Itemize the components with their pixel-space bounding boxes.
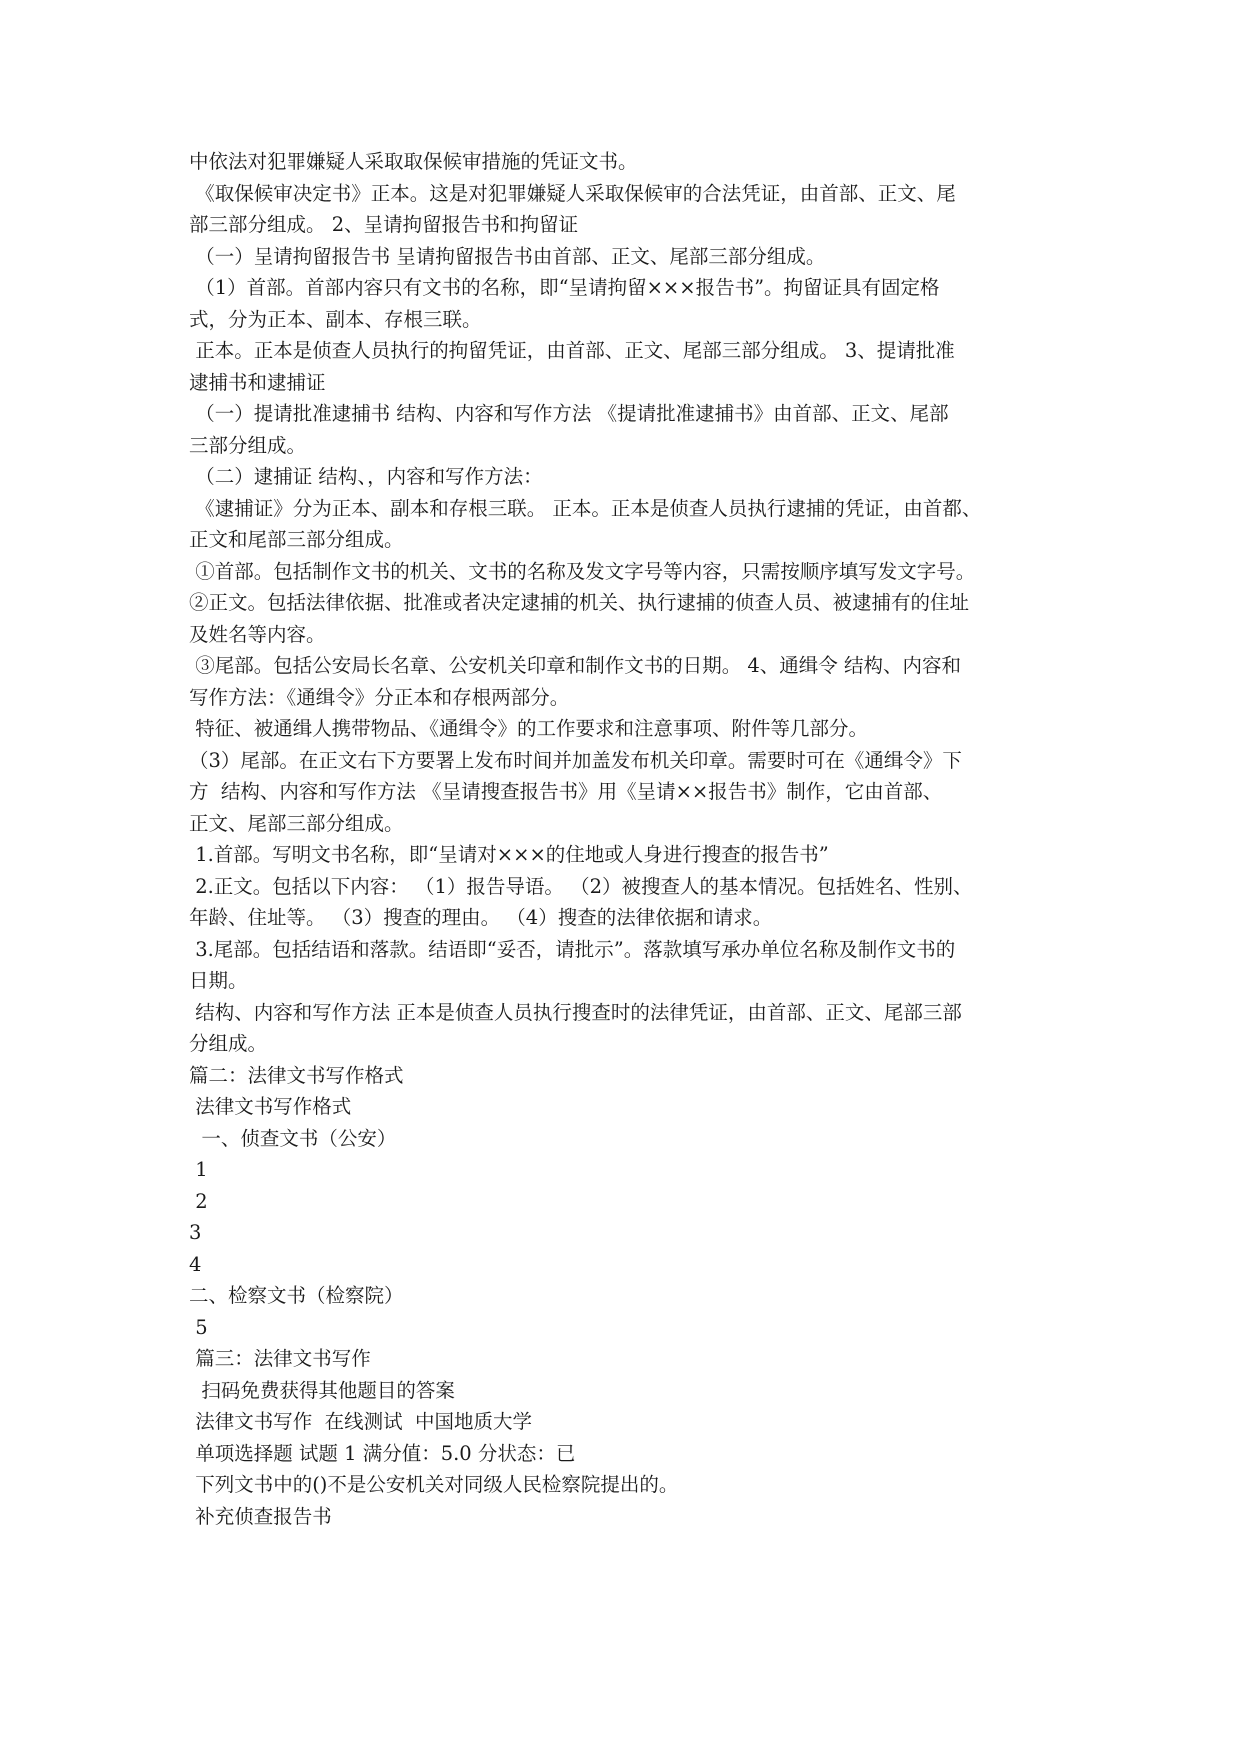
document-body bbox=[189, 146, 1059, 1532]
text-line: （1）首部。首部内容只有文书的名称，即“呈请拘留×××报告书”。拘留证具有固定格 bbox=[189, 276, 940, 299]
subsection-heading: 二、检察文书（检察院） bbox=[189, 1284, 404, 1307]
text-line: 三部分组成。 bbox=[189, 433, 307, 457]
text-line: 及姓名等内容。 bbox=[189, 622, 326, 646]
list-number: 2 bbox=[189, 1189, 208, 1213]
text-line: 日期。 bbox=[189, 969, 248, 992]
text-line: 《取保候审决定书》正本。这是对犯罪嫌疑人采取保候审的合法凭证，由首部、正文、尾 bbox=[189, 181, 956, 205]
text-line: 中依法对犯罪嫌疑人采取取保候审措施的凭证文书。 bbox=[189, 150, 638, 173]
text-line: 式，分为正本、副本、存根三联。 bbox=[189, 307, 482, 331]
document-title: 法律文书写作格式 bbox=[189, 1095, 352, 1118]
text-line: 扫码免费获得其他题目的答案 bbox=[189, 1378, 455, 1402]
section-heading: 篇三：法律文书写作 bbox=[189, 1347, 371, 1370]
section-heading: 篇二：法律文书写作格式 bbox=[189, 1063, 404, 1087]
text-line: 逮捕书和逮捕证 bbox=[189, 370, 326, 394]
subsection-heading: 一、侦查文书（公安） bbox=[189, 1126, 397, 1150]
text-line: （一）提请批准逮捕书 结构、内容和写作方法 《提请批准逮捕书》由首部、正文、尾部 bbox=[189, 402, 949, 425]
question-text: 下列文书中的()不是公安机关对同级人民检察院提出的。 bbox=[189, 1473, 679, 1496]
text-line: 部三部分组成。 2、呈请拘留报告书和拘留证 bbox=[189, 213, 579, 236]
text-line: （一）呈请拘留报告书 呈请拘留报告书由首部、正文、尾部三部分组成。 bbox=[189, 244, 826, 268]
text-line: 正文和尾部三部分组成。 bbox=[189, 528, 404, 551]
answer-option: 补充侦查报告书 bbox=[189, 1504, 332, 1528]
list-number: 5 bbox=[189, 1315, 208, 1339]
text-line: ③尾部。包括公安局长名章、公安机关印章和制作文书的日期。 4、通缉令 结构、内容和 bbox=[189, 654, 962, 677]
text-line: ②正文。包括法律依据、批准或者决定逮捕的机关、执行逮捕的侦查人员、被逮捕有的住址 bbox=[189, 591, 970, 614]
list-number: 1 bbox=[189, 1158, 208, 1181]
text-line: 2.正文。包括以下内容： （1）报告导语。 （2）被搜查人的基本情况。包括姓名、性别、 bbox=[189, 874, 973, 898]
text-line: 正本。正本是侦查人员执行的拘留凭证，由首部、正文、尾部三部分组成。 3、提请批准 bbox=[189, 339, 955, 362]
text-line: 写作方法：《通缉令》分正本和存根两部分。 bbox=[189, 685, 570, 709]
text-line: 法律文书写作 在线测试 中国地质大学 bbox=[189, 1410, 532, 1433]
text-line: 正文、尾部三部分组成。 bbox=[189, 811, 404, 835]
text-line: ①首部。包括制作文书的机关、文书的名称及发文字号等内容，只需按顺序填写发文字号。 bbox=[189, 559, 976, 583]
list-number: 4 bbox=[189, 1252, 202, 1276]
text-line: （3）尾部。在正文右下方要署上发布时间并加盖发布机关印章。需要时可在《通缉令》下 bbox=[189, 748, 962, 772]
text-line: 年龄、住址等。 （3）搜查的理由。 （4）搜查的法律依据和请求。 bbox=[189, 906, 773, 929]
text-line: （二）逮捕证 结构、，内容和写作方法： bbox=[189, 465, 543, 488]
text-line: 3.尾部。包括结语和落款。结语即“妥否，请批示”。落款填写承办单位名称及制作文书的 bbox=[189, 937, 956, 961]
text-line: 结构、内容和写作方法 正本是侦查人员执行搜查时的法律凭证，由首部、正文、尾部三部 bbox=[189, 1000, 962, 1024]
text-line: 特征、被通缉人携带物品、《通缉令》的工作要求和注意事项、附件等几部分。 bbox=[189, 717, 868, 740]
text-line: 单项选择题 试题 1 满分值：5.0 分状态：已 bbox=[189, 1441, 576, 1465]
text-line: 《逮捕证》分为正本、副本和存根三联。 正本。正本是侦查人员执行逮捕的凭证，由首都、 bbox=[189, 496, 982, 520]
text-line: 1.首部。写明文书名称，即“呈请对×××的住地或人身进行搜查的报告书” bbox=[189, 843, 829, 866]
text-line: 方 结构、内容和写作方法 《呈请搜查报告书》用《呈请××报告书》制作，它由首部、 bbox=[189, 780, 943, 803]
text-line: 分组成。 bbox=[189, 1032, 268, 1055]
list-number: 3 bbox=[189, 1221, 202, 1244]
